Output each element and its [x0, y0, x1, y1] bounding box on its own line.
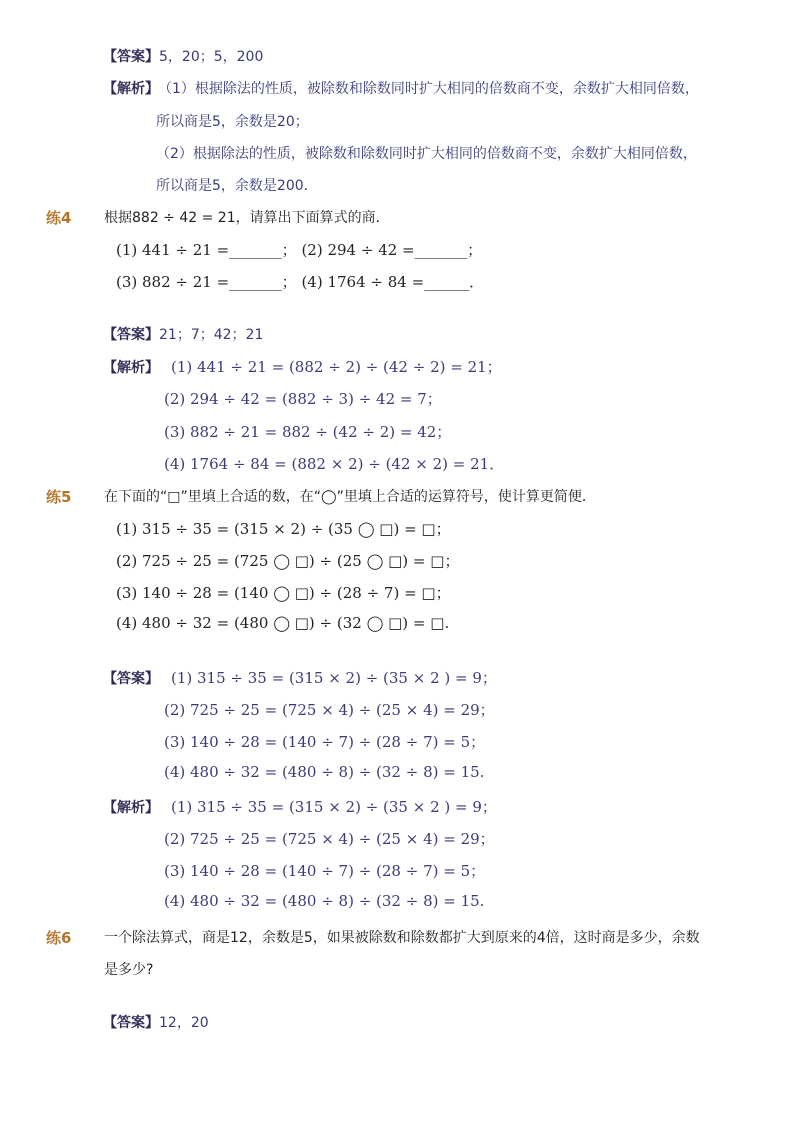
- answer-text: 5，20；5，200: [159, 49, 264, 65]
- question-item: (4) 480 ÷ 32 = (480 ◯ □) ÷ (32 ◯ □) = □.: [116, 614, 450, 632]
- analysis-text: (4) 1764 ÷ 84 = (882 × 2) ÷ (42 × 2) = 21．: [164, 455, 505, 473]
- answer-text: 21；7；42；21: [159, 327, 264, 343]
- analysis-text: (2) 725 ÷ 25 = (725 × 4) ÷ (25 × 4) = 29；: [164, 830, 495, 848]
- question-item: (2) 725 ÷ 25 = (725 ◯ □) ÷ (25 ◯ □) = □；: [116, 552, 460, 570]
- analysis-text: (3) 140 ÷ 28 = (140 ÷ 7) ÷ (28 ÷ 7) = 5；: [164, 862, 486, 880]
- exercise-label: 练4: [46, 209, 72, 227]
- answer-line: [103, 1012, 209, 1032]
- question-item: (1) 441 ÷ 21 =_______； (2) 294 ÷ 42 =_______；: [116, 241, 483, 259]
- answer-text: (4) 480 ÷ 32 = (480 ÷ 8) ÷ (32 ÷ 8) = 15.: [164, 763, 485, 781]
- question-text: 根据882 ÷ 42 = 21，请算出下面算式的商．: [104, 210, 390, 226]
- exercise-label: 练5: [46, 488, 72, 506]
- question-item: (1) 315 ÷ 35 = (315 × 2) ÷ (35 ◯ □) = □；: [116, 520, 451, 538]
- analysis-line: [103, 78, 699, 98]
- analysis-text: (1) 441 ÷ 21 = (882 ÷ 2) ÷ (42 ÷ 2) = 21；: [171, 358, 502, 376]
- analysis-text: (1) 315 ÷ 35 = (315 × 2) ÷ (35 × 2 ) = 9；: [171, 798, 497, 816]
- analysis-text: (3) 882 ÷ 21 = 882 ÷ (42 ÷ 2) = 42；: [164, 423, 452, 441]
- exercise-label: 练6: [46, 929, 72, 947]
- analysis-line: [103, 356, 502, 377]
- analysis-line: [103, 796, 497, 817]
- answer-text: 12，20: [159, 1015, 209, 1031]
- analysis-label: 【解析】: [103, 81, 159, 97]
- question-text: 一个除法算式，商是12，余数是5，如果被除数和除数都扩大到原来的4倍，这时商是多少，余数: [104, 930, 700, 946]
- answer-text: (1) 315 ÷ 35 = (315 × 2) ÷ (35 × 2 ) = 9；: [171, 669, 497, 687]
- answer-text: (3) 140 ÷ 28 = (140 ÷ 7) ÷ (28 ÷ 7) = 5；: [164, 733, 486, 751]
- answer-label: 【答案】: [103, 49, 159, 65]
- answer-text: (2) 725 ÷ 25 = (725 × 4) ÷ (25 × 4) = 29；: [164, 701, 495, 719]
- answer-line: [103, 667, 497, 688]
- question-item: (3) 140 ÷ 28 = (140 ◯ □) ÷ (28 ÷ 7) = □；: [116, 584, 451, 602]
- answer-label: 【答案】: [103, 671, 159, 687]
- answer-label: 【答案】: [103, 327, 159, 343]
- answer-line: [103, 46, 263, 66]
- analysis-label: 【解析】: [103, 360, 159, 376]
- analysis-label: 【解析】: [103, 800, 159, 816]
- analysis-text: （1）根据除法的性质，被除数和除数同时扩大相同的倍数商不变，余数扩大相同倍数，: [165, 81, 699, 97]
- analysis-text: (4) 480 ÷ 32 = (480 ÷ 8) ÷ (32 ÷ 8) = 15.: [164, 892, 485, 910]
- analysis-text: 所以商是5，余数是200．: [156, 178, 318, 194]
- question-text: 在下面的“□”里填上合适的数，在“◯”里填上合适的运算符号，使计算更简便．: [104, 489, 596, 505]
- analysis-text: (2) 294 ÷ 42 = (882 ÷ 3) ÷ 42 = 7；: [164, 390, 442, 408]
- question-text: 是多少?: [104, 962, 154, 978]
- answer-label: 【答案】: [103, 1015, 159, 1031]
- answer-line: [103, 324, 263, 344]
- analysis-text: 所以商是5，余数是20；: [156, 114, 309, 130]
- analysis-text: （2）根据除法的性质，被除数和除数同时扩大相同的倍数商不变，余数扩大相同倍数，: [156, 146, 697, 162]
- question-item: (3) 882 ÷ 21 =_______； (4) 1764 ÷ 84 =______．: [116, 273, 485, 291]
